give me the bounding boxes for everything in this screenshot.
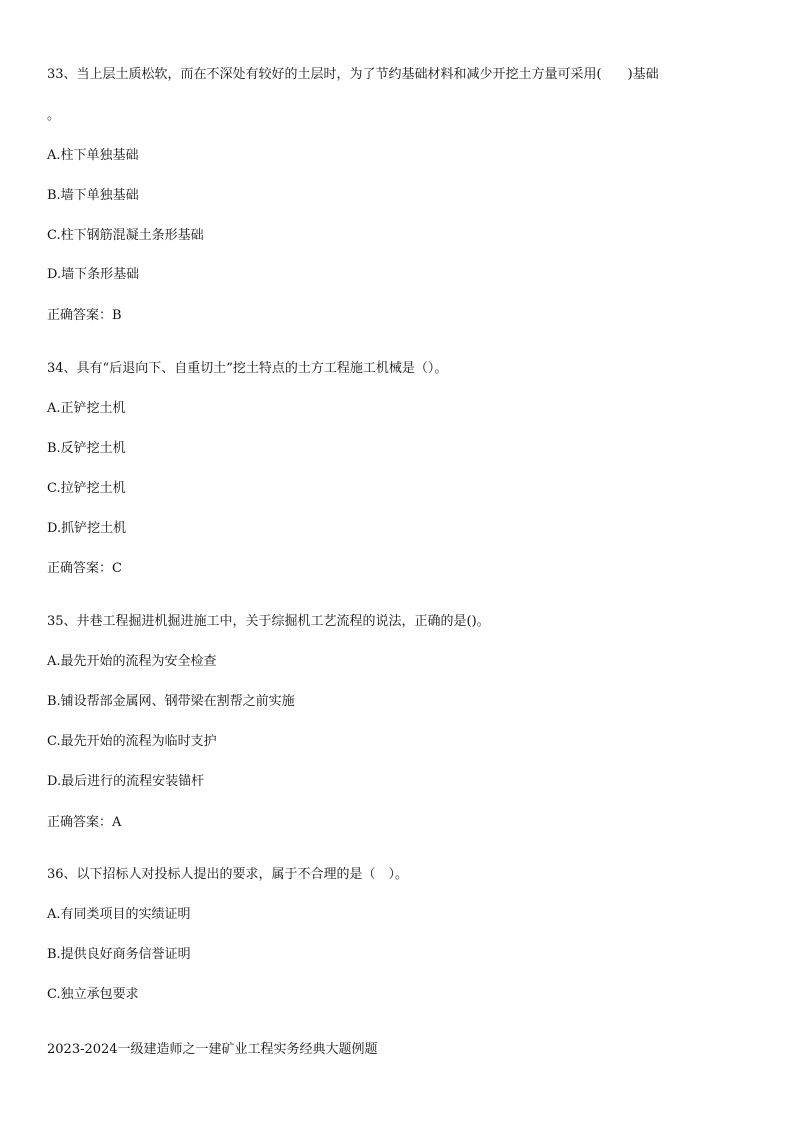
question-35-option-b: B.铺设帮部金属网、钢带梁在割帮之前实施 <box>47 694 295 709</box>
question-34-option-d: D.抓铲挖土机 <box>47 521 127 536</box>
question-34-option-c: C.拉铲挖土机 <box>47 481 126 496</box>
question-33-stem-continued: 。 <box>47 108 61 123</box>
question-33-option-b: B.墙下单独基础 <box>47 188 139 203</box>
question-34-option-b: B.反铲挖土机 <box>47 441 126 456</box>
question-33-stem: 33、当上层土质松软，而在不深处有较好的土层时，为了节约基础材料和减少开挖土方量可采用( )基础 <box>47 67 659 82</box>
question-35-answer: 正确答案：A <box>47 815 122 830</box>
question-36-option-c: C.独立承包要求 <box>47 987 139 1002</box>
question-34-option-a: A.正铲挖土机 <box>47 401 126 416</box>
question-33-option-d: D.墙下条形基础 <box>47 267 140 282</box>
question-36-option-b: B.提供良好商务信誉证明 <box>47 947 191 962</box>
question-35-option-d: D.最后进行的流程安装锚杆 <box>47 774 205 789</box>
question-33-option-a: A.柱下单独基础 <box>47 148 139 163</box>
page-footer-title: 2023-2024一级建造师之一建矿业工程实务经典大题例题 <box>47 1042 378 1057</box>
question-34-answer: 正确答案：C <box>47 561 122 576</box>
question-33-answer: 正确答案：B <box>47 308 122 323</box>
question-36-stem: 36、以下招标人对投标人提出的要求，属于不合理的是（ ）。 <box>47 867 409 882</box>
question-33-option-c: C.柱下钢筋混凝土条形基础 <box>47 228 204 243</box>
question-34-stem: 34、具有“后退向下、自重切土”挖土特点的土方工程施工机械是（）。 <box>47 361 448 376</box>
question-35-option-a: A.最先开始的流程为安全检查 <box>47 654 217 669</box>
question-35-option-c: C.最先开始的流程为临时支护 <box>47 734 217 749</box>
question-36-option-a: A.有同类项目的实绩证明 <box>47 907 191 922</box>
question-35-stem: 35、井巷工程掘进机掘进施工中，关于综掘机工艺流程的说法，正确的是()。 <box>47 614 490 629</box>
